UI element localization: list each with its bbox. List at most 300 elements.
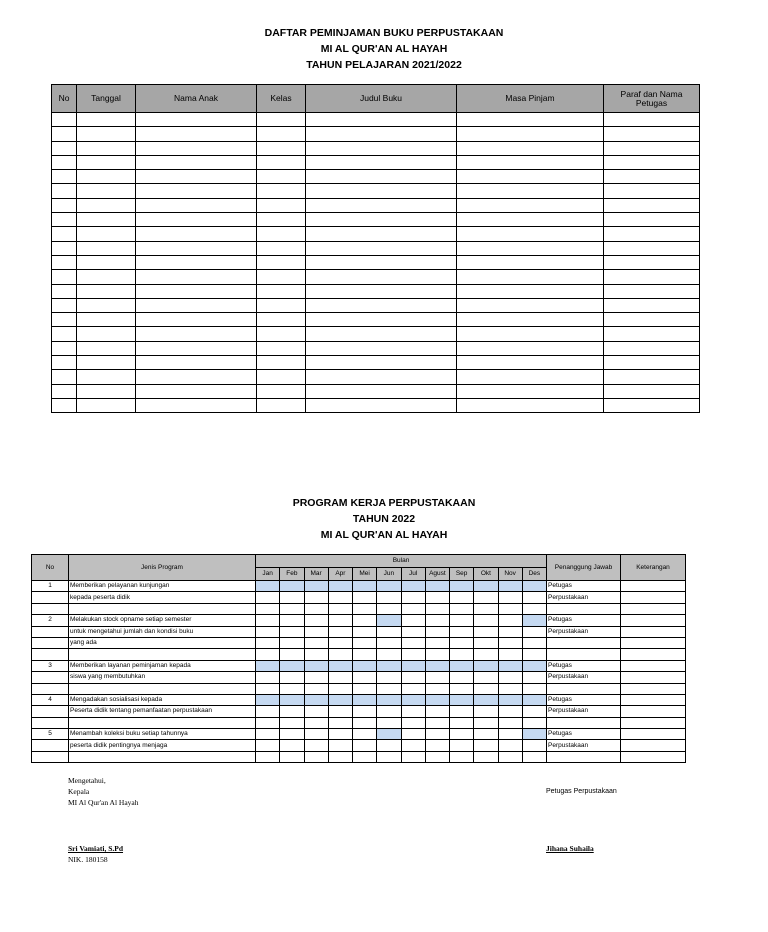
- loan-form-cell: [457, 398, 604, 412]
- schedule-cell: [280, 637, 304, 648]
- schedule-cell: [304, 660, 328, 671]
- schedule-cell: [328, 683, 352, 694]
- header-loan-period: Masa Pinjam: [457, 85, 604, 113]
- responsible: Petugas: [547, 729, 621, 740]
- loan-form-cell: [77, 198, 136, 212]
- loan-form-cell: [257, 241, 306, 255]
- loan-form-cell: [257, 284, 306, 298]
- loan-form-cell: [136, 356, 257, 370]
- loan-form-cell: [257, 398, 306, 412]
- schedule-cell: [401, 740, 425, 751]
- schedule-cell: [304, 581, 328, 592]
- loan-form-cell: [257, 384, 306, 398]
- header-responsible: Penanggung Jawab: [547, 555, 621, 581]
- schedule-cell: [280, 706, 304, 717]
- loan-form-cell: [52, 227, 77, 241]
- schedule-cell: [304, 740, 328, 751]
- loan-form-cell: [77, 398, 136, 412]
- responsible: Perpustakaan: [547, 740, 621, 751]
- program-no: [32, 603, 69, 614]
- signature-line: Kepala: [68, 787, 90, 796]
- schedule-cell: [522, 615, 546, 626]
- loan-form-cell: [457, 341, 604, 355]
- loan-form-cell: [604, 198, 700, 212]
- loan-form-cell: [257, 227, 306, 241]
- loan-form-cell: [136, 313, 257, 327]
- loan-form-cell: [457, 198, 604, 212]
- schedule-cell: [425, 637, 449, 648]
- loan-form-table: [51, 84, 700, 413]
- loan-form-cell: [77, 356, 136, 370]
- loan-form-cell: [306, 170, 457, 184]
- schedule-cell: [256, 660, 280, 671]
- schedule-cell: [498, 706, 522, 717]
- schedule-cell: [425, 581, 449, 592]
- schedule-cell: [401, 660, 425, 671]
- loan-form-cell: [77, 341, 136, 355]
- schedule-cell: [522, 581, 546, 592]
- schedule-cell: [498, 683, 522, 694]
- schedule-cell: [256, 672, 280, 683]
- schedule-cell: [377, 672, 401, 683]
- schedule-cell: [401, 706, 425, 717]
- header-notes: Keterangan: [621, 555, 686, 581]
- loan-form-cell: [136, 113, 257, 127]
- loan-form-cell: [77, 313, 136, 327]
- loan-form-cell: [457, 313, 604, 327]
- schedule-cell: [256, 637, 280, 648]
- notes: [621, 615, 686, 626]
- work-program-header-row: [32, 555, 686, 568]
- schedule-cell: [256, 615, 280, 626]
- program-description: [69, 683, 256, 694]
- schedule-cell: [401, 672, 425, 683]
- loan-form-cell: [136, 141, 257, 155]
- schedule-cell: [522, 603, 546, 614]
- schedule-cell: [256, 581, 280, 592]
- schedule-cell: [474, 740, 498, 751]
- loan-form-row: [52, 370, 700, 384]
- loan-form-cell: [604, 127, 700, 141]
- schedule-cell: [401, 649, 425, 660]
- program-no: [32, 626, 69, 637]
- loan-form-cell: [257, 113, 306, 127]
- program-no: [32, 706, 69, 717]
- loan-form-cell: [136, 398, 257, 412]
- right-signatory-name: Jihana Suhaila: [546, 844, 594, 853]
- schedule-cell: [377, 751, 401, 762]
- schedule-cell: [280, 751, 304, 762]
- schedule-cell: [353, 694, 377, 705]
- schedule-cell: [425, 706, 449, 717]
- schedule-cell: [498, 626, 522, 637]
- schedule-cell: [474, 603, 498, 614]
- schedule-cell: [328, 694, 352, 705]
- loan-form-cell: [306, 327, 457, 341]
- program-row: [32, 740, 686, 751]
- program-description: siswa yang membutuhkan: [69, 672, 256, 683]
- loan-form-cell: [457, 241, 604, 255]
- loan-form-cell: [136, 298, 257, 312]
- notes: [621, 751, 686, 762]
- program-row: [32, 706, 686, 717]
- loan-form-cell: [136, 227, 257, 241]
- schedule-cell: [401, 637, 425, 648]
- schedule-cell: [328, 592, 352, 603]
- loan-form-cell: [604, 227, 700, 241]
- loan-form-cell: [257, 270, 306, 284]
- schedule-cell: [450, 706, 474, 717]
- schedule-cell: [522, 694, 546, 705]
- loan-form-cell: [306, 255, 457, 269]
- schedule-cell: [425, 615, 449, 626]
- schedule-cell: [450, 603, 474, 614]
- program-row: [32, 672, 686, 683]
- loan-form-cell: [77, 170, 136, 184]
- loan-form-cell: [257, 327, 306, 341]
- program-no: 4: [32, 694, 69, 705]
- loan-form-cell: [604, 270, 700, 284]
- loan-form-cell: [457, 298, 604, 312]
- loan-form-row: [52, 155, 700, 169]
- loan-form-cell: [77, 241, 136, 255]
- schedule-cell: [256, 706, 280, 717]
- loan-form-cell: [457, 327, 604, 341]
- schedule-cell: [522, 740, 546, 751]
- schedule-cell: [280, 649, 304, 660]
- schedule-cell: [522, 683, 546, 694]
- schedule-cell: [353, 740, 377, 751]
- program-no: 2: [32, 615, 69, 626]
- loan-form-cell: [306, 341, 457, 355]
- loan-form-cell: [77, 298, 136, 312]
- program-row: [32, 637, 686, 648]
- work-program-title-line: TAHUN 2022: [352, 513, 416, 525]
- loan-form-cell: [306, 155, 457, 169]
- loan-form-cell: [257, 213, 306, 227]
- loan-form-cell: [604, 241, 700, 255]
- work-program-table: [31, 554, 686, 763]
- loan-form-cell: [457, 370, 604, 384]
- loan-form-cell: [52, 184, 77, 198]
- loan-form-title-line: DAFTAR PEMINJAMAN BUKU PERPUSTAKAAN: [264, 27, 504, 39]
- month-header: Jul: [401, 568, 425, 581]
- schedule-cell: [328, 740, 352, 751]
- loan-form-cell: [77, 284, 136, 298]
- schedule-cell: [450, 672, 474, 683]
- loan-form-row: [52, 341, 700, 355]
- schedule-cell: [474, 615, 498, 626]
- schedule-cell: [425, 626, 449, 637]
- program-no: [32, 683, 69, 694]
- month-header: Nov: [498, 568, 522, 581]
- loan-form-cell: [52, 298, 77, 312]
- schedule-cell: [377, 603, 401, 614]
- schedule-cell: [498, 649, 522, 660]
- program-no: [32, 649, 69, 660]
- loan-form-row: [52, 327, 700, 341]
- loan-form-cell: [306, 313, 457, 327]
- loan-form-cell: [457, 155, 604, 169]
- schedule-cell: [377, 694, 401, 705]
- schedule-cell: [450, 751, 474, 762]
- loan-form-cell: [52, 327, 77, 341]
- header-program: Jenis Program: [69, 555, 256, 581]
- program-no: [32, 717, 69, 728]
- loan-form-cell: [604, 255, 700, 269]
- loan-form-cell: [604, 155, 700, 169]
- schedule-cell: [498, 592, 522, 603]
- schedule-cell: [474, 729, 498, 740]
- signature-line: Mengetahui,: [68, 776, 106, 785]
- loan-form-cell: [52, 141, 77, 155]
- loan-form-cell: [457, 227, 604, 241]
- schedule-cell: [377, 729, 401, 740]
- loan-form-cell: [136, 370, 257, 384]
- responsible: Perpustakaan: [547, 592, 621, 603]
- schedule-cell: [401, 751, 425, 762]
- loan-form-cell: [604, 298, 700, 312]
- notes: [621, 649, 686, 660]
- responsible: [547, 717, 621, 728]
- program-description: [69, 649, 256, 660]
- loan-form-cell: [77, 113, 136, 127]
- schedule-cell: [498, 729, 522, 740]
- loan-form-cell: [306, 398, 457, 412]
- schedule-cell: [353, 615, 377, 626]
- schedule-cell: [498, 672, 522, 683]
- loan-form-cell: [257, 356, 306, 370]
- responsible: Petugas: [547, 694, 621, 705]
- loan-form-cell: [457, 356, 604, 370]
- loan-form-cell: [52, 213, 77, 227]
- schedule-cell: [328, 581, 352, 592]
- schedule-cell: [498, 581, 522, 592]
- schedule-cell: [474, 683, 498, 694]
- schedule-cell: [353, 626, 377, 637]
- schedule-cell: [256, 649, 280, 660]
- loan-form-cell: [52, 270, 77, 284]
- schedule-cell: [474, 660, 498, 671]
- loan-form-row: [52, 127, 700, 141]
- loan-form-cell: [136, 384, 257, 398]
- loan-form-cell: [257, 370, 306, 384]
- loan-form-cell: [457, 127, 604, 141]
- schedule-cell: [256, 626, 280, 637]
- loan-form-cell: [604, 341, 700, 355]
- notes: [621, 717, 686, 728]
- schedule-cell: [280, 615, 304, 626]
- program-row: [32, 592, 686, 603]
- schedule-cell: [328, 649, 352, 660]
- loan-form-cell: [604, 170, 700, 184]
- responsible: Petugas: [547, 660, 621, 671]
- signature-line: MI Al Qur'an Al Hayah: [68, 798, 139, 807]
- schedule-cell: [304, 694, 328, 705]
- schedule-cell: [304, 615, 328, 626]
- program-row: [32, 649, 686, 660]
- left-signatory: [68, 843, 123, 865]
- schedule-cell: [377, 706, 401, 717]
- responsible: [547, 649, 621, 660]
- schedule-cell: [353, 660, 377, 671]
- schedule-cell: [522, 649, 546, 660]
- schedule-cell: [425, 592, 449, 603]
- left-signature-block: [68, 775, 139, 808]
- schedule-cell: [425, 751, 449, 762]
- loan-form-cell: [136, 327, 257, 341]
- loan-form-cell: [306, 298, 457, 312]
- loan-form-cell: [136, 284, 257, 298]
- schedule-cell: [304, 672, 328, 683]
- loan-form-row: [52, 398, 700, 412]
- loan-form-row: [52, 113, 700, 127]
- schedule-cell: [450, 637, 474, 648]
- loan-form-row: [52, 270, 700, 284]
- loan-form-cell: [604, 213, 700, 227]
- schedule-cell: [304, 717, 328, 728]
- loan-form-cell: [257, 298, 306, 312]
- program-no: [32, 751, 69, 762]
- schedule-cell: [353, 637, 377, 648]
- loan-form-row: [52, 313, 700, 327]
- program-row: [32, 683, 686, 694]
- loan-form-cell: [77, 127, 136, 141]
- loan-form-cell: [77, 384, 136, 398]
- schedule-cell: [353, 717, 377, 728]
- schedule-cell: [280, 672, 304, 683]
- program-row: [32, 660, 686, 671]
- loan-form-cell: [457, 270, 604, 284]
- loan-form-cell: [136, 170, 257, 184]
- month-header: Okt: [474, 568, 498, 581]
- schedule-cell: [401, 592, 425, 603]
- loan-form-cell: [604, 356, 700, 370]
- program-row: [32, 717, 686, 728]
- loan-form-cell: [457, 170, 604, 184]
- schedule-cell: [256, 740, 280, 751]
- schedule-cell: [328, 672, 352, 683]
- schedule-cell: [498, 603, 522, 614]
- schedule-cell: [401, 615, 425, 626]
- header-child-name: Nama Anak: [136, 85, 257, 113]
- loan-form-cell: [257, 198, 306, 212]
- month-header: Apr: [328, 568, 352, 581]
- loan-form-cell: [306, 184, 457, 198]
- schedule-cell: [450, 649, 474, 660]
- program-description: peserta didik pentingnya menjaga: [69, 740, 256, 751]
- program-no: 1: [32, 581, 69, 592]
- notes: [621, 592, 686, 603]
- program-description: Memberikan pelayanan kunjungan: [69, 581, 256, 592]
- loan-form-cell: [306, 198, 457, 212]
- responsible: [547, 751, 621, 762]
- loan-form-cell: [257, 170, 306, 184]
- schedule-cell: [450, 729, 474, 740]
- responsible: Perpustakaan: [547, 626, 621, 637]
- notes: [621, 729, 686, 740]
- schedule-cell: [474, 592, 498, 603]
- loan-form-title: [0, 25, 768, 73]
- program-row: [32, 581, 686, 592]
- schedule-cell: [353, 672, 377, 683]
- schedule-cell: [425, 683, 449, 694]
- loan-form-cell: [136, 270, 257, 284]
- schedule-cell: [425, 649, 449, 660]
- notes: [621, 672, 686, 683]
- header-no: No: [32, 555, 69, 581]
- schedule-cell: [450, 740, 474, 751]
- schedule-cell: [304, 592, 328, 603]
- loan-form-cell: [77, 327, 136, 341]
- loan-form-row: [52, 241, 700, 255]
- schedule-cell: [304, 729, 328, 740]
- loan-form-cell: [52, 155, 77, 169]
- month-header: Des: [522, 568, 546, 581]
- program-row: [32, 751, 686, 762]
- loan-form-title-line: TAHUN PELAJARAN 2021/2022: [306, 59, 462, 71]
- schedule-cell: [304, 649, 328, 660]
- loan-form-cell: [306, 213, 457, 227]
- work-program-title: [0, 495, 768, 543]
- schedule-cell: [474, 626, 498, 637]
- header-no: No: [52, 85, 77, 113]
- schedule-cell: [353, 649, 377, 660]
- program-description: Peserta didik tentang pemanfaatan perpustakaan: [69, 706, 256, 717]
- loan-form-cell: [306, 284, 457, 298]
- schedule-cell: [353, 751, 377, 762]
- work-program-title-line: PROGRAM KERJA PERPUSTAKAAN: [292, 497, 476, 509]
- schedule-cell: [328, 660, 352, 671]
- loan-form-cell: [77, 184, 136, 198]
- schedule-cell: [450, 592, 474, 603]
- loan-form-cell: [136, 213, 257, 227]
- right-signatory-title: Petugas Perpustakaan: [546, 788, 617, 795]
- loan-form-row: [52, 255, 700, 269]
- notes: [621, 626, 686, 637]
- schedule-cell: [425, 603, 449, 614]
- loan-form-row: [52, 227, 700, 241]
- schedule-cell: [401, 581, 425, 592]
- schedule-cell: [377, 660, 401, 671]
- schedule-cell: [280, 581, 304, 592]
- schedule-cell: [401, 694, 425, 705]
- loan-form-cell: [457, 284, 604, 298]
- loan-form-cell: [457, 184, 604, 198]
- loan-form-cell: [604, 370, 700, 384]
- schedule-cell: [522, 729, 546, 740]
- schedule-cell: [256, 729, 280, 740]
- program-description: [69, 717, 256, 728]
- program-description: Memberikan layanan peminjaman kepada: [69, 660, 256, 671]
- notes: [621, 660, 686, 671]
- program-description: yang ada: [69, 637, 256, 648]
- schedule-cell: [401, 717, 425, 728]
- schedule-cell: [304, 683, 328, 694]
- responsible: Petugas: [547, 615, 621, 626]
- notes: [621, 694, 686, 705]
- schedule-cell: [474, 706, 498, 717]
- responsible: [547, 683, 621, 694]
- schedule-cell: [425, 729, 449, 740]
- schedule-cell: [474, 637, 498, 648]
- program-description: Menambah koleksi buku setiap tahunnya: [69, 729, 256, 740]
- schedule-cell: [377, 649, 401, 660]
- loan-form-cell: [52, 113, 77, 127]
- loan-form-row: [52, 170, 700, 184]
- schedule-cell: [328, 706, 352, 717]
- loan-form-cell: [136, 155, 257, 169]
